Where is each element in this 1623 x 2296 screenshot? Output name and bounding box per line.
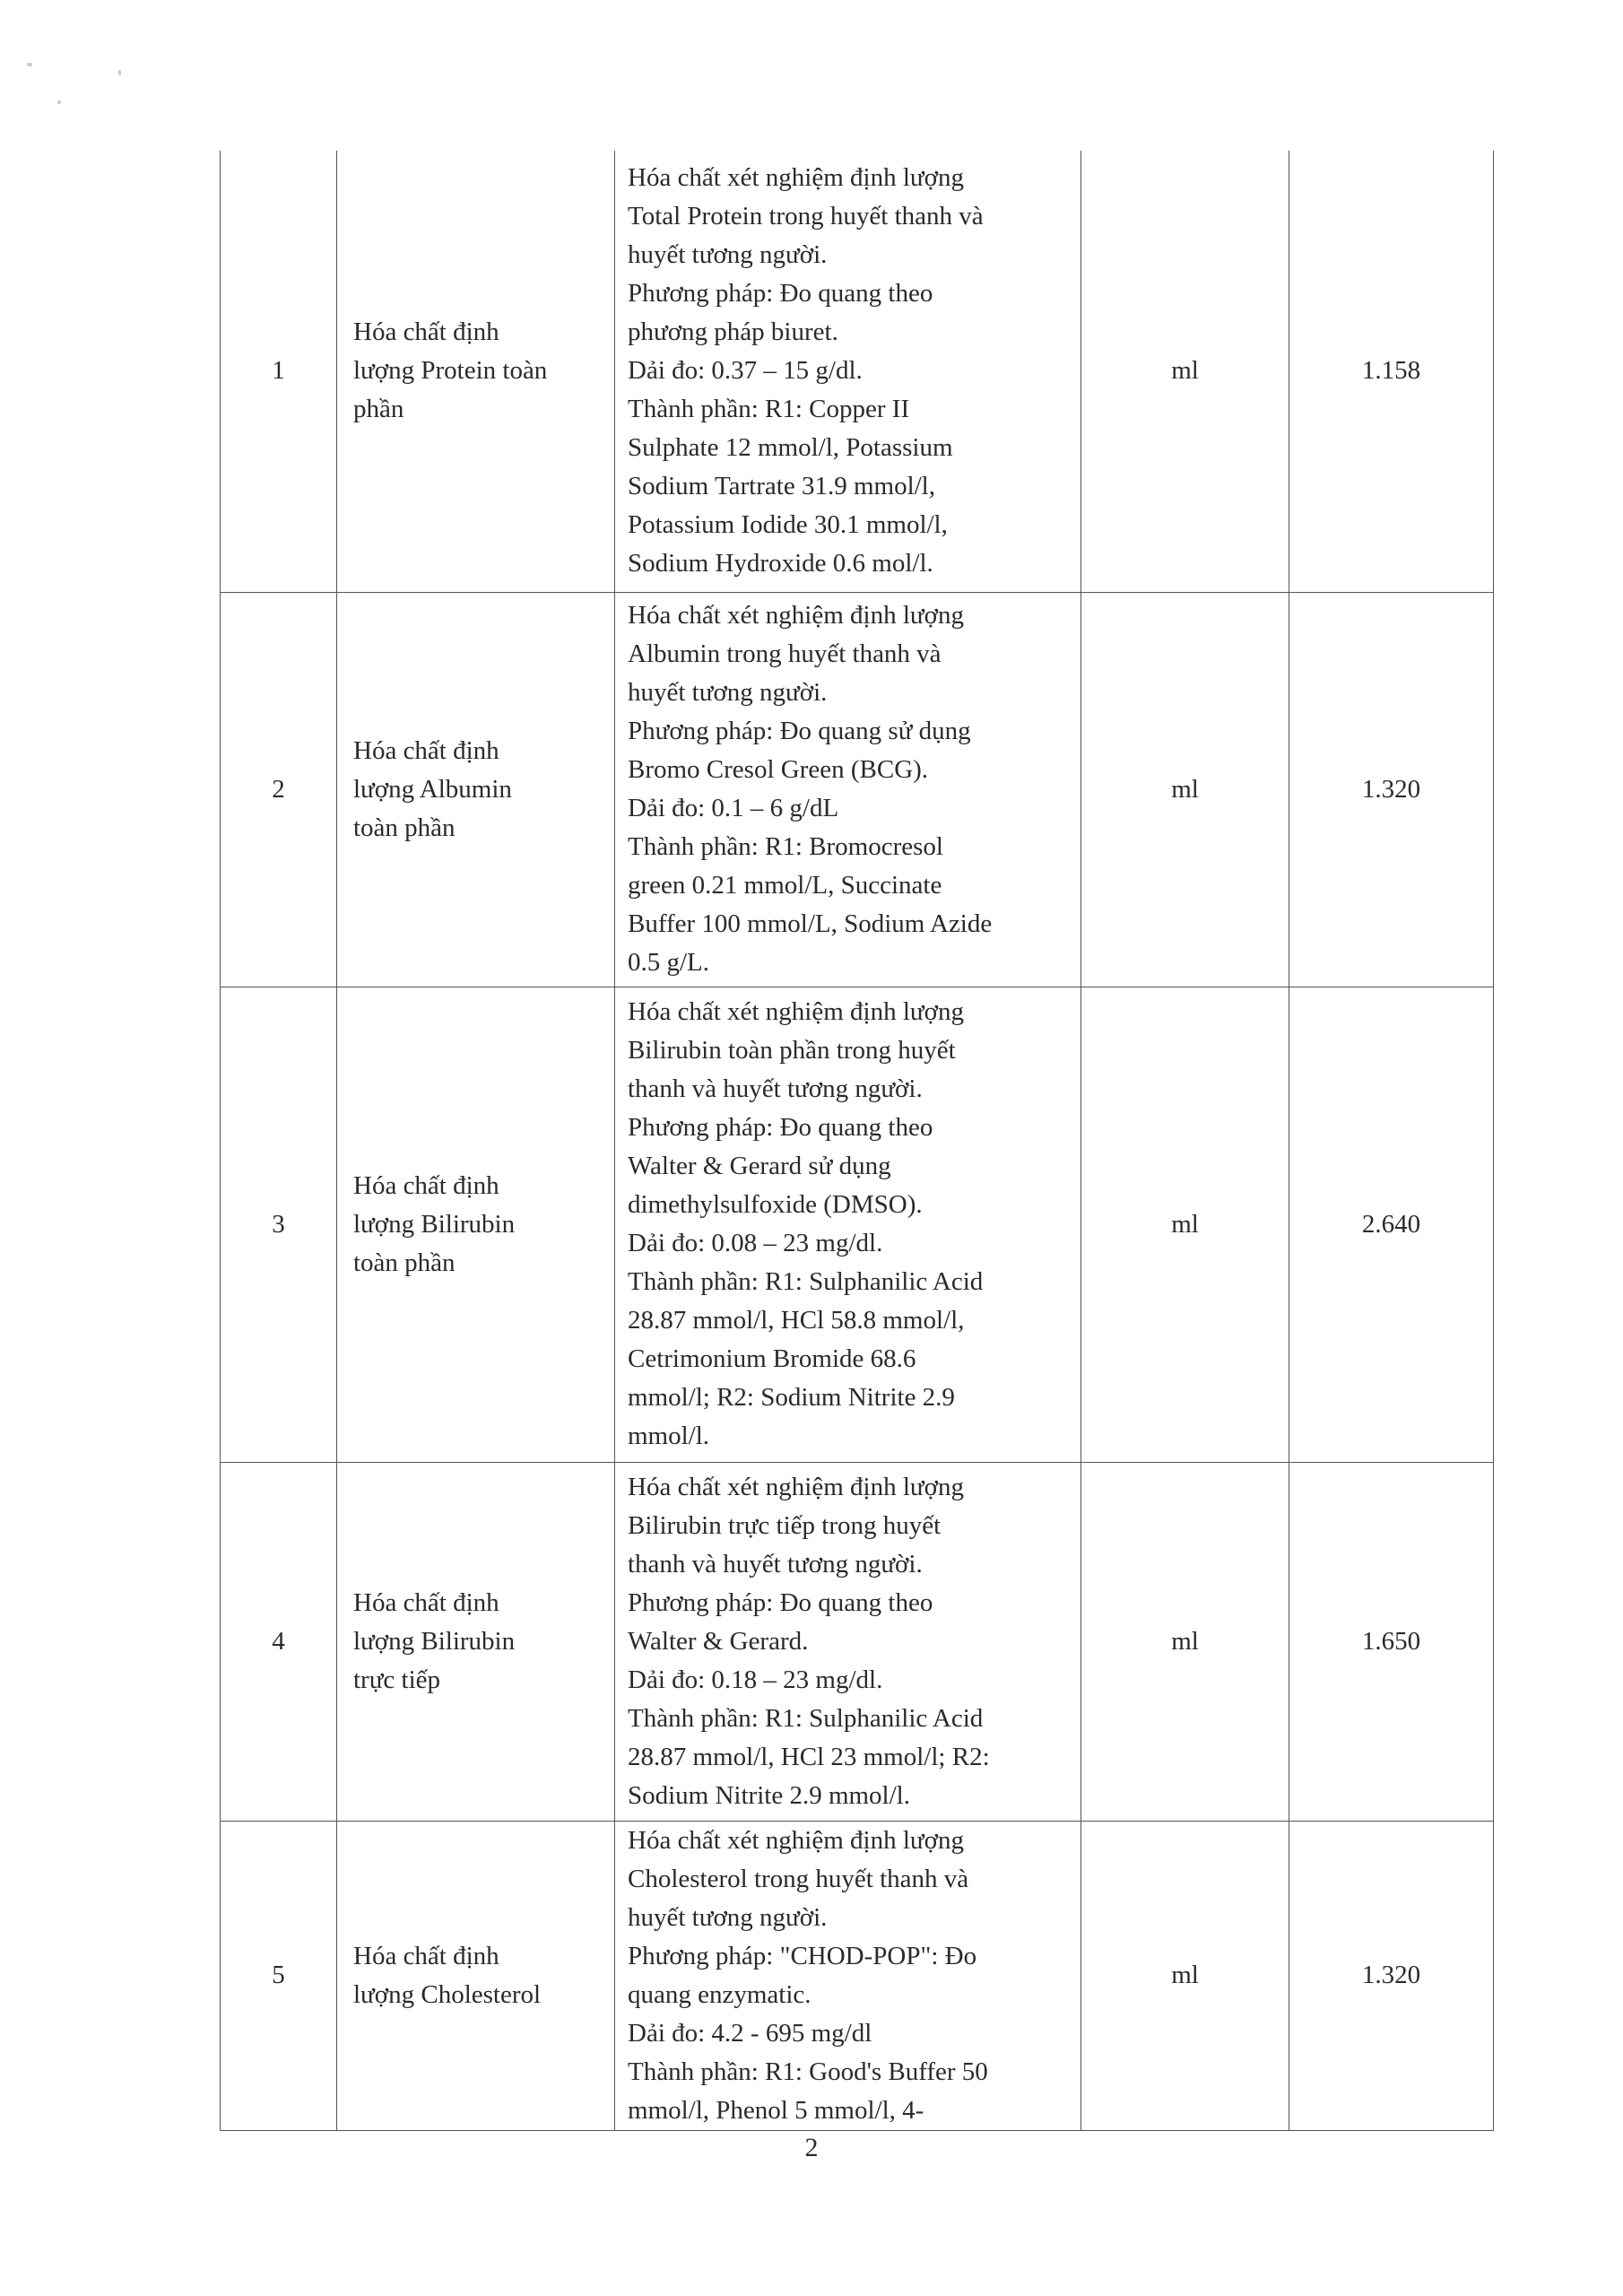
description-line: Phương pháp: Đo quang theo (628, 279, 933, 309)
scan-speck (118, 70, 121, 75)
description-line: thanh và huyết tương người. (628, 1074, 923, 1103)
description-line: Potassium Iodide 30.1 mmol/l, (628, 510, 948, 540)
quantity-cell: 1.320 (1289, 1821, 1494, 2130)
description-line: Dải đo: 0.08 – 23 mg/dl. (628, 1229, 883, 1257)
chemical-description (615, 987, 1081, 1462)
description-line: Thành phần: R1: Sulphanilic Acid (628, 1267, 984, 1296)
row-number: 5 (221, 1821, 337, 2130)
table-row (221, 1821, 1494, 2130)
description-line: Thành phần: R1: Copper II (628, 395, 910, 424)
chemical-name (337, 151, 615, 592)
chemical-name-line: Hóa chất định (353, 317, 499, 347)
chemical-name (337, 1462, 615, 1821)
quantity-cell: 1.158 (1289, 151, 1494, 592)
description-line: Sodium Nitrite 2.9 mmol/l. (628, 1780, 910, 1810)
description-line: huyết tương người. (628, 1902, 828, 1932)
chemical-name (337, 987, 615, 1462)
description-line: Phương pháp: Đo quang sử dụng (628, 717, 971, 745)
chemical-name (337, 1821, 615, 2130)
chemical-name-line: phần (353, 395, 404, 424)
description-line: Sodium Hydroxide 0.6 mol/l. (628, 549, 933, 578)
table-row (221, 1462, 1494, 1821)
description-line: Dải đo: 4.2 - 695 mg/dl (628, 2018, 872, 2048)
description-line: Thành phần: R1: Good's Buffer 50 (628, 2057, 988, 2086)
description-line: mmol/l, Phenol 5 mmol/l, 4- (628, 2095, 924, 2125)
chemical-name-line: lượng Albumin (353, 774, 512, 804)
chemical-name-line: lượng Bilirubin (353, 1209, 516, 1239)
chemical-description (615, 151, 1081, 592)
table-row (221, 151, 1494, 592)
scan-speck (27, 63, 32, 66)
quantity-cell: 1.320 (1289, 592, 1494, 987)
description-line: Bromo Cresol Green (BCG). (628, 755, 929, 784)
description-line: huyết tương người. (628, 678, 828, 707)
description-line: huyết tương người. (628, 240, 828, 270)
chemical-name-line: lượng Bilirubin (353, 1626, 516, 1656)
description-line: Walter & Gerard. (628, 1626, 809, 1656)
description-line: Sodium Tartrate 31.9 mmol/l, (628, 472, 935, 501)
description-line: Hóa chất xét nghiệm định lượng (628, 163, 964, 193)
chemical-name-line: lượng Protein toàn (353, 356, 548, 386)
description-line: mmol/l; R2: Sodium Nitrite 2.9 (628, 1383, 955, 1412)
chemicals-table (220, 151, 1494, 2131)
quantity-cell: 1.650 (1289, 1462, 1494, 1821)
page-number: 2 (804, 2133, 819, 2162)
chemical-name-line: Hóa chất định (353, 1941, 499, 1970)
chemical-name-line: Hóa chất định (353, 735, 499, 765)
quantity-cell: 2.640 (1289, 987, 1494, 1462)
description-line: 28.87 mmol/l, HCl 23 mmol/l; R2: (628, 1742, 990, 1771)
unit-cell: ml (1081, 987, 1289, 1462)
chemical-description (615, 1821, 1081, 2130)
description-line: Phương pháp: Đo quang theo (628, 1587, 933, 1617)
row-number: 3 (221, 987, 337, 1462)
chemical-name-line: toàn phần (353, 1248, 456, 1277)
description-line: green 0.21 mmol/L, Succinate (628, 871, 942, 900)
description-line: Thành phần: R1: Bromocresol (628, 832, 943, 861)
chemical-description (615, 1462, 1081, 1821)
description-line: Dải đo: 0.1 – 6 g/dL (628, 794, 839, 822)
description-line: 28.87 mmol/l, HCl 58.8 mmol/l, (628, 1306, 965, 1335)
row-number: 4 (221, 1462, 337, 1821)
description-line: Phương pháp: Đo quang theo (628, 1113, 933, 1142)
description-line: quang enzymatic. (628, 1979, 812, 2009)
description-line: Dải đo: 0.18 – 23 mg/dl. (628, 1665, 883, 1694)
description-line: phương pháp biuret. (628, 317, 838, 347)
description-line: mmol/l. (628, 1422, 710, 1450)
unit-cell: ml (1081, 151, 1289, 592)
description-line: thanh và huyết tương người. (628, 1549, 923, 1578)
table-row (221, 987, 1494, 1462)
chemical-name-line: Hóa chất định (353, 1170, 499, 1200)
chemicals-table-body (221, 151, 1494, 2130)
description-line: Thành phần: R1: Sulphanilic Acid (628, 1703, 984, 1733)
description-line: Buffer 100 mmol/L, Sodium Azide (628, 909, 993, 938)
description-line: Bilirubin toàn phần trong huyết (628, 1036, 956, 1065)
chemical-name-line: lượng Cholesterol (353, 1979, 542, 2009)
unit-cell: ml (1081, 1462, 1289, 1821)
row-number: 1 (221, 151, 337, 592)
unit-cell: ml (1081, 592, 1289, 987)
description-line: Albumin trong huyết thanh và (628, 639, 942, 668)
description-line: Hóa chất xét nghiệm định lượng (628, 1825, 964, 1855)
description-line: Phương pháp: "CHOD-POP": Đo (628, 1941, 977, 1970)
chemical-name (337, 592, 615, 987)
description-line: 0.5 g/L. (628, 948, 710, 977)
description-line: Walter & Gerard sử dụng (628, 1152, 891, 1180)
description-line: Hóa chất xét nghiệm định lượng (628, 601, 964, 630)
chemical-description (615, 592, 1081, 987)
description-line: Bilirubin trực tiếp trong huyết (628, 1510, 942, 1540)
chemical-name-line: Hóa chất định (353, 1587, 499, 1617)
description-line: Hóa chất xét nghiệm định lượng (628, 1472, 964, 1501)
scan-speck (57, 100, 61, 104)
unit-cell: ml (1081, 1821, 1289, 2130)
description-line: Sulphate 12 mmol/l, Potassium (628, 433, 953, 463)
description-line: dimethylsulfoxide (DMSO). (628, 1190, 923, 1219)
chemical-name-line: toàn phần (353, 813, 456, 842)
row-number: 2 (221, 592, 337, 987)
table-row (221, 592, 1494, 987)
description-line: Dải đo: 0.37 – 15 g/dl. (628, 356, 863, 386)
chemical-name-line: trực tiếp (353, 1665, 441, 1694)
description-line: Cetrimonium Bromide 68.6 (628, 1344, 916, 1373)
description-line: Total Protein trong huyết thanh và (628, 202, 984, 231)
description-line: Cholesterol trong huyết thanh và (628, 1864, 969, 1893)
description-line: Hóa chất xét nghiệm định lượng (628, 997, 964, 1026)
